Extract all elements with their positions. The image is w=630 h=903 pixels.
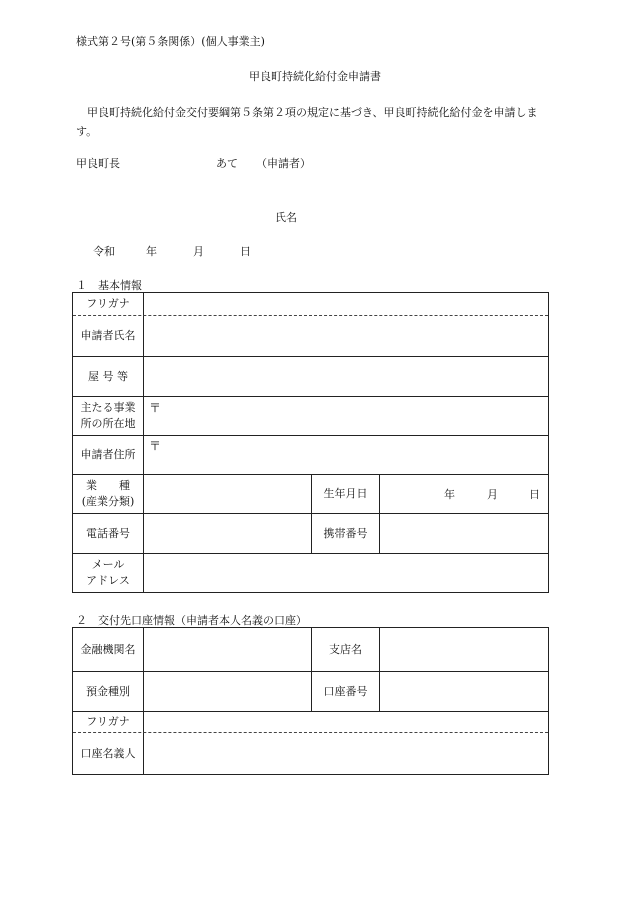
email-label-line2: アドレス bbox=[86, 574, 130, 587]
phone-label: 電話番号 bbox=[86, 526, 130, 540]
birth-date-label: 生年月日 bbox=[323, 487, 368, 500]
business-location-label-line2: 所の所在地 bbox=[80, 417, 136, 430]
postal-mark-icon: 〒 bbox=[149, 401, 162, 415]
industry-field[interactable] bbox=[144, 475, 311, 513]
birth-date-field[interactable] bbox=[380, 475, 548, 513]
bank-field[interactable] bbox=[144, 628, 311, 671]
section2-heading: ２ 交付先口座情報（申請者本人名義の口座） bbox=[76, 614, 307, 627]
account-furigana-field[interactable] bbox=[144, 712, 548, 732]
account-type-field[interactable] bbox=[144, 672, 311, 711]
date-month-label: 月 bbox=[193, 245, 204, 258]
postal-mark-icon: 〒 bbox=[149, 439, 162, 453]
applicant-name-field[interactable] bbox=[144, 316, 548, 356]
account-number-field[interactable] bbox=[380, 672, 548, 711]
date-era: 令和 bbox=[93, 245, 115, 258]
form-number: 様式第２号(第５条関係）(個人事業主) bbox=[76, 35, 265, 48]
applicant-address-field[interactable] bbox=[144, 436, 548, 474]
intro-text: 甲良町持続化給付金交付要綱第５条第２項の規定に基づき、甲良町持続化給付金を申請します。 bbox=[76, 106, 538, 138]
trade-name-field[interactable] bbox=[144, 357, 548, 396]
account-info-table bbox=[72, 627, 549, 775]
email-label-line1: メール bbox=[91, 558, 125, 571]
phone-field[interactable] bbox=[144, 514, 311, 553]
mobile-label: 携帯番号 bbox=[323, 526, 368, 540]
birth-day-label: 日 bbox=[529, 488, 540, 501]
account-furigana-label: フリガナ bbox=[86, 715, 130, 728]
account-holder-field[interactable] bbox=[144, 733, 548, 774]
section1-heading: １ 基本情報 bbox=[76, 279, 142, 292]
birth-month-label: 月 bbox=[487, 488, 498, 501]
trade-name-label: 屋 号 等 bbox=[88, 369, 128, 383]
applicant-label: （申請者） bbox=[256, 157, 311, 170]
branch-label: 支店名 bbox=[329, 642, 362, 656]
date-year-label: 年 bbox=[146, 245, 157, 258]
birth-year-label: 年 bbox=[444, 488, 455, 501]
basic-info-table bbox=[72, 292, 549, 593]
industry-label-line1: 業 種 bbox=[86, 479, 130, 492]
business-location-label bbox=[73, 397, 143, 435]
applicant-name-label: 申請者氏名 bbox=[80, 329, 136, 342]
account-type-label: 預金種別 bbox=[86, 684, 130, 698]
addressee: 甲良町長 bbox=[76, 157, 120, 170]
account-holder-label: 口座名義人 bbox=[80, 746, 136, 760]
applicant-address-label: 申請者住所 bbox=[80, 448, 136, 461]
atte-label: あて bbox=[216, 157, 238, 170]
date-day-label: 日 bbox=[240, 245, 251, 258]
furigana-field[interactable] bbox=[144, 293, 548, 315]
email-field[interactable] bbox=[144, 554, 548, 592]
business-location-field[interactable] bbox=[144, 397, 548, 435]
furigana-label: フリガナ bbox=[86, 297, 130, 310]
bank-label: 金融機関名 bbox=[80, 642, 136, 656]
industry-label-line2: (産業分類) bbox=[81, 495, 135, 508]
email-label bbox=[73, 554, 143, 592]
mobile-field[interactable] bbox=[380, 514, 548, 553]
branch-field[interactable] bbox=[380, 628, 548, 671]
name-label: 氏名 bbox=[275, 211, 297, 224]
industry-label bbox=[73, 475, 143, 513]
account-number-label: 口座番号 bbox=[323, 684, 368, 698]
business-location-label-line1: 主たる事業 bbox=[80, 401, 136, 414]
form-title: 甲良町持続化給付金申請書 bbox=[249, 70, 381, 83]
